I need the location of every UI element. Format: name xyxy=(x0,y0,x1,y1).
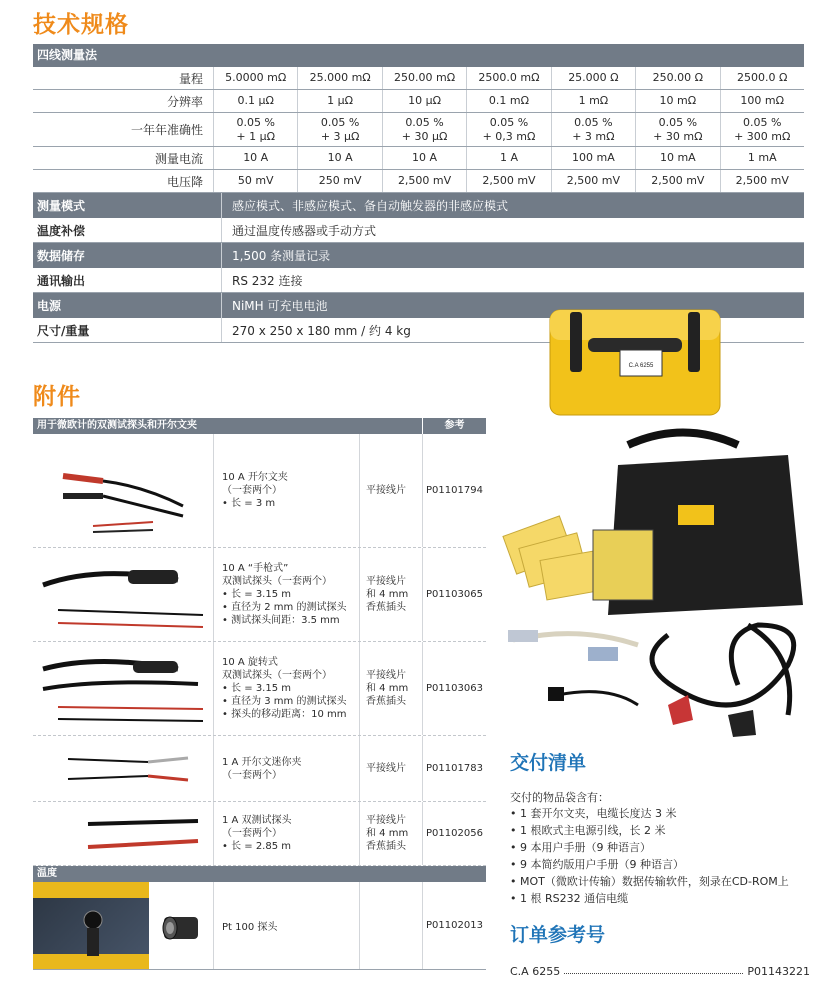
spec-cell xyxy=(551,147,635,169)
spec-row-label: 测量电流 xyxy=(154,151,203,166)
temperature-conn xyxy=(359,882,422,969)
spec-cell xyxy=(382,67,466,89)
spec-cell-line: 100 mA xyxy=(572,151,615,165)
accessory-connector-line: 平接线片 xyxy=(366,576,406,587)
spec-cell-line: 0.1 mΩ xyxy=(488,94,530,108)
spec-cell-line: 1 A xyxy=(499,151,518,165)
spec-cell xyxy=(382,113,466,146)
accessories-table xyxy=(33,418,486,970)
spec-cell xyxy=(720,147,804,169)
accessory-ref: P01102056 xyxy=(422,802,486,865)
spec-cell-line: 250.00 mΩ xyxy=(394,71,456,85)
spec-prop-row xyxy=(33,243,804,268)
spec-cell-line: 25.000 Ω xyxy=(568,71,619,85)
delivery-list xyxy=(510,805,810,907)
spec-cell-line: 0.05 % xyxy=(489,116,529,130)
accessory-connector-line: 香蕉插头 xyxy=(366,841,406,852)
accessory-row xyxy=(33,642,486,736)
delivery-item: • 9 本用户手册（9 种语言） xyxy=(510,839,810,856)
spec-row-label: 电压降 xyxy=(166,174,203,189)
spec-cell-line: 0.05 % xyxy=(320,116,360,130)
accessory-connector-line: 和 4 mm xyxy=(366,589,409,600)
order-section xyxy=(510,920,810,978)
spec-cell-line: + 0,3 mΩ xyxy=(482,129,536,143)
spec-cell-line: 50 mV xyxy=(237,174,274,188)
spec-cell xyxy=(213,147,297,169)
accessory-ref: P01101783 xyxy=(422,736,486,801)
accessory-connector-line: 平接线片 xyxy=(366,815,406,826)
spec-cell xyxy=(213,90,297,112)
spec-cell-line: 25.000 mΩ xyxy=(309,71,371,85)
accessory-connector-line: 香蕉插头 xyxy=(366,696,406,707)
order-title: 订单参考号 xyxy=(510,924,606,946)
accessory-desc-line: • 探头的移动距离：10 mm xyxy=(222,709,347,720)
spec-cell xyxy=(297,170,381,192)
accessory-desc-line: • 测试探头间距：3.5 mm xyxy=(222,615,340,626)
order-dots xyxy=(564,965,743,974)
delivery-item: • MOT（微欧计传输）数据传输软件，刻录在CD-ROM上 xyxy=(510,873,810,890)
spec-cell xyxy=(551,113,635,146)
delivery-intro: 交付的物品袋含有： xyxy=(510,791,609,804)
accessory-connector xyxy=(359,802,422,865)
delivery-item: • 1 根 RS232 通信电缆 xyxy=(510,890,810,907)
accessory-connector-line: 和 4 mm xyxy=(366,828,409,839)
accessory-connector xyxy=(359,434,422,547)
spec-cell xyxy=(551,170,635,192)
order-ref: P01143221 xyxy=(747,965,810,978)
accessory-desc-line: 1 A 开尔文迷你夹 xyxy=(222,756,302,768)
temperature-header: 温度 xyxy=(33,866,486,882)
spec-prop-value: NiMH 可充电电池 xyxy=(221,293,804,318)
accessory-desc-line: 10 A “手枪式” xyxy=(222,563,289,574)
spec-cell-line: 0.05 % xyxy=(236,116,275,130)
spec-prop-row xyxy=(33,218,804,243)
spec-cell-line: 2500.0 Ω xyxy=(737,71,788,85)
accessory-image xyxy=(33,736,213,801)
accessory-desc-line: 10 A 开尔文夹 xyxy=(222,472,288,483)
spec-cell-line: 2,500 mV xyxy=(397,174,452,188)
accessory-row xyxy=(33,736,486,802)
spec-cell xyxy=(213,113,297,146)
spec-row-label: 分辨率 xyxy=(166,94,203,109)
accessory-connector-line: 和 4 mm xyxy=(366,683,409,694)
spec-cell xyxy=(635,170,719,192)
spec-cell-line: + 3 mΩ xyxy=(572,129,615,143)
accessories-header xyxy=(33,418,486,434)
spec-cell-line: 1 mA xyxy=(747,151,777,165)
delivery-item: • 9 本简约版用户手册（9 种语言） xyxy=(510,856,810,873)
spec-cell xyxy=(635,67,719,89)
spec-cell-line: 2,500 mV xyxy=(566,174,621,188)
accessory-ref: P01101794 xyxy=(422,434,486,547)
spec-cell-line: 10 A xyxy=(243,151,269,165)
accessory-desc-line: 双测试探头（一套两个） xyxy=(222,670,332,681)
spec-row xyxy=(33,113,804,147)
spec-cell-line: + 3 µΩ xyxy=(320,129,360,143)
spec-section-header: 四线测量法 xyxy=(33,44,804,67)
spec-cell-line: + 30 mΩ xyxy=(653,129,703,143)
spec-cell xyxy=(297,90,381,112)
accessory-desc xyxy=(213,434,359,547)
accessory-desc-line: • 长 = 2.85 m xyxy=(222,841,291,852)
accessory-desc xyxy=(213,548,359,641)
spec-cell-line: 1 mΩ xyxy=(578,94,609,108)
accessory-image xyxy=(33,642,213,735)
spec-cell-line: 10 A xyxy=(327,151,353,165)
spec-row-label: 量程 xyxy=(178,71,203,86)
spec-prop-value: RS 232 连接 xyxy=(221,268,804,292)
temperature-row xyxy=(33,882,486,970)
temperature-sensor-photo xyxy=(33,882,149,969)
accessory-desc-line: （一套两个） xyxy=(222,485,282,496)
spec-prop-value: 270 x 250 x 180 mm / 约 4 kg xyxy=(221,318,804,342)
spec-prop-label: 数据储存 xyxy=(37,249,86,263)
spec-cell xyxy=(720,170,804,192)
order-line xyxy=(510,965,810,978)
accessory-desc xyxy=(213,802,359,865)
accessory-desc-line: （一套两个） xyxy=(222,828,282,839)
spec-row xyxy=(33,170,804,193)
spec-cell-line: 2,500 mV xyxy=(482,174,536,188)
spec-cell xyxy=(635,113,719,146)
spec-cell-line: 10 A xyxy=(412,151,438,165)
spec-cell xyxy=(720,67,804,89)
case-label: C.A 6255 xyxy=(628,363,654,369)
spec-row xyxy=(33,67,804,90)
spec-prop-value: 通过温度传感器或手动方式 xyxy=(221,218,804,242)
kit-photo xyxy=(488,425,808,740)
delivery-section xyxy=(510,748,810,907)
spec-prop-label: 尺寸/重量 xyxy=(37,323,90,338)
accessory-desc-line: （一套两个） xyxy=(222,769,282,781)
accessory-image xyxy=(33,802,213,865)
accessory-desc-line: • 长 = 3.15 m xyxy=(222,589,291,600)
accessory-desc-line: 双测试探头（一套两个） xyxy=(222,576,332,587)
spec-cell-line: 10 µΩ xyxy=(408,94,441,108)
spec-cell-line: + 300 mΩ xyxy=(734,129,791,143)
accessory-row xyxy=(33,434,486,548)
spec-prop-value: 感应模式、非感应模式、备自动触发器的非感应模式 xyxy=(221,193,804,218)
spec-cell xyxy=(720,90,804,112)
spec-cell xyxy=(466,90,550,112)
accessory-connector xyxy=(359,548,422,641)
spec-cell-line: 5.0000 mΩ xyxy=(225,71,287,85)
accessory-desc-line: • 长 = 3 m xyxy=(222,498,276,509)
spec-cell xyxy=(466,170,550,192)
spec-cell-line: 0.05 % xyxy=(574,116,613,130)
spec-cell xyxy=(635,147,719,169)
delivery-item: • 1 套开尔文夹，电缆长度达 3 米 xyxy=(510,805,810,822)
accessory-desc-line: 1 A 双测试探头 xyxy=(222,815,292,826)
spec-cell-line: 250 mV xyxy=(318,174,362,188)
accessory-desc-line: • 长 = 3.15 m xyxy=(222,683,291,694)
accessories-header-title: 用于微欧计的双测试探头和开尔文夹 xyxy=(37,420,197,431)
spec-cell xyxy=(297,67,381,89)
order-model: C.A 6255 xyxy=(510,965,561,978)
spec-cell xyxy=(720,113,804,146)
spec-cell-line: 10 mΩ xyxy=(659,94,697,108)
temperature-desc: Pt 100 探头 xyxy=(213,882,359,969)
delivery-title: 交付清单 xyxy=(510,752,587,774)
spec-cell-line: 250.00 Ω xyxy=(652,71,704,85)
specs-title: 技术规格 xyxy=(33,12,129,38)
spec-prop-value: 1,500 条测量记录 xyxy=(221,243,804,268)
spec-cell xyxy=(213,67,297,89)
accessory-connector xyxy=(359,736,422,801)
spec-cell xyxy=(466,113,550,146)
accessory-row xyxy=(33,548,486,642)
spec-cell xyxy=(551,67,635,89)
spec-cell-line: 0.05 % xyxy=(743,116,782,130)
accessories-title: 附件 xyxy=(33,384,81,410)
spec-cell xyxy=(382,90,466,112)
spec-row xyxy=(33,90,804,113)
accessory-connector-line: 香蕉插头 xyxy=(366,602,406,613)
spec-cell-line: 0.05 % xyxy=(658,116,698,130)
accessory-connector-line: 平接线片 xyxy=(366,763,406,774)
spec-prop-label: 测量模式 xyxy=(37,199,86,213)
spec-cell xyxy=(297,147,381,169)
spec-cell-line: 100 mΩ xyxy=(740,94,785,108)
accessory-ref: P01103065 xyxy=(422,548,486,641)
temperature-ref: P01102013 xyxy=(422,882,486,969)
spec-cell xyxy=(466,67,550,89)
accessory-row xyxy=(33,802,486,866)
spec-cell-line: 0.05 % xyxy=(405,116,444,130)
accessory-connector-line: 平接线片 xyxy=(366,670,406,681)
spec-cell-line: + 1 µΩ xyxy=(236,129,276,143)
spec-cell xyxy=(466,147,550,169)
accessories-header-ref: 参考 xyxy=(422,418,486,434)
spec-cell xyxy=(213,170,297,192)
accessory-desc-line: • 直径为 3 mm 的测试探头 xyxy=(222,696,347,707)
spec-row xyxy=(33,147,804,170)
accessory-image xyxy=(33,434,213,547)
spec-cell xyxy=(382,170,466,192)
spec-cell-line: 0.1 µΩ xyxy=(237,94,274,108)
accessory-connector-line: 平接线片 xyxy=(366,485,406,496)
spec-prop-label: 电源 xyxy=(37,299,62,313)
accessory-ref: P01103063 xyxy=(422,642,486,735)
pt100-probe-image xyxy=(149,882,213,969)
accessory-desc xyxy=(213,736,359,801)
spec-prop-row xyxy=(33,193,804,218)
spec-cell-line: 2,500 mV xyxy=(735,174,789,188)
instrument-case-photo xyxy=(540,290,730,420)
spec-cell xyxy=(382,147,466,169)
spec-row-label: 一年年准确性 xyxy=(130,123,203,137)
accessory-image xyxy=(33,548,213,641)
spec-cell-line: 2,500 mV xyxy=(651,174,705,188)
spec-cell-line: + 30 µΩ xyxy=(401,129,448,143)
accessory-desc-line: • 直径为 2 mm 的测试探头 xyxy=(222,602,347,613)
accessory-desc xyxy=(213,642,359,735)
accessory-desc-line: 10 A 旋转式 xyxy=(222,657,278,668)
spec-prop-label: 通讯输出 xyxy=(37,273,86,288)
delivery-item: • 1 根欧式主电源引线，长 2 米 xyxy=(510,822,810,839)
spec-prop-label: 温度补偿 xyxy=(37,223,86,238)
spec-cell-line: 1 µΩ xyxy=(327,94,354,108)
spec-cell xyxy=(297,113,381,146)
accessory-connector xyxy=(359,642,422,735)
spec-cell xyxy=(551,90,635,112)
spec-cell xyxy=(635,90,719,112)
spec-cell-line: 2500.0 mΩ xyxy=(478,71,540,85)
spec-cell-line: 10 mA xyxy=(659,151,696,165)
